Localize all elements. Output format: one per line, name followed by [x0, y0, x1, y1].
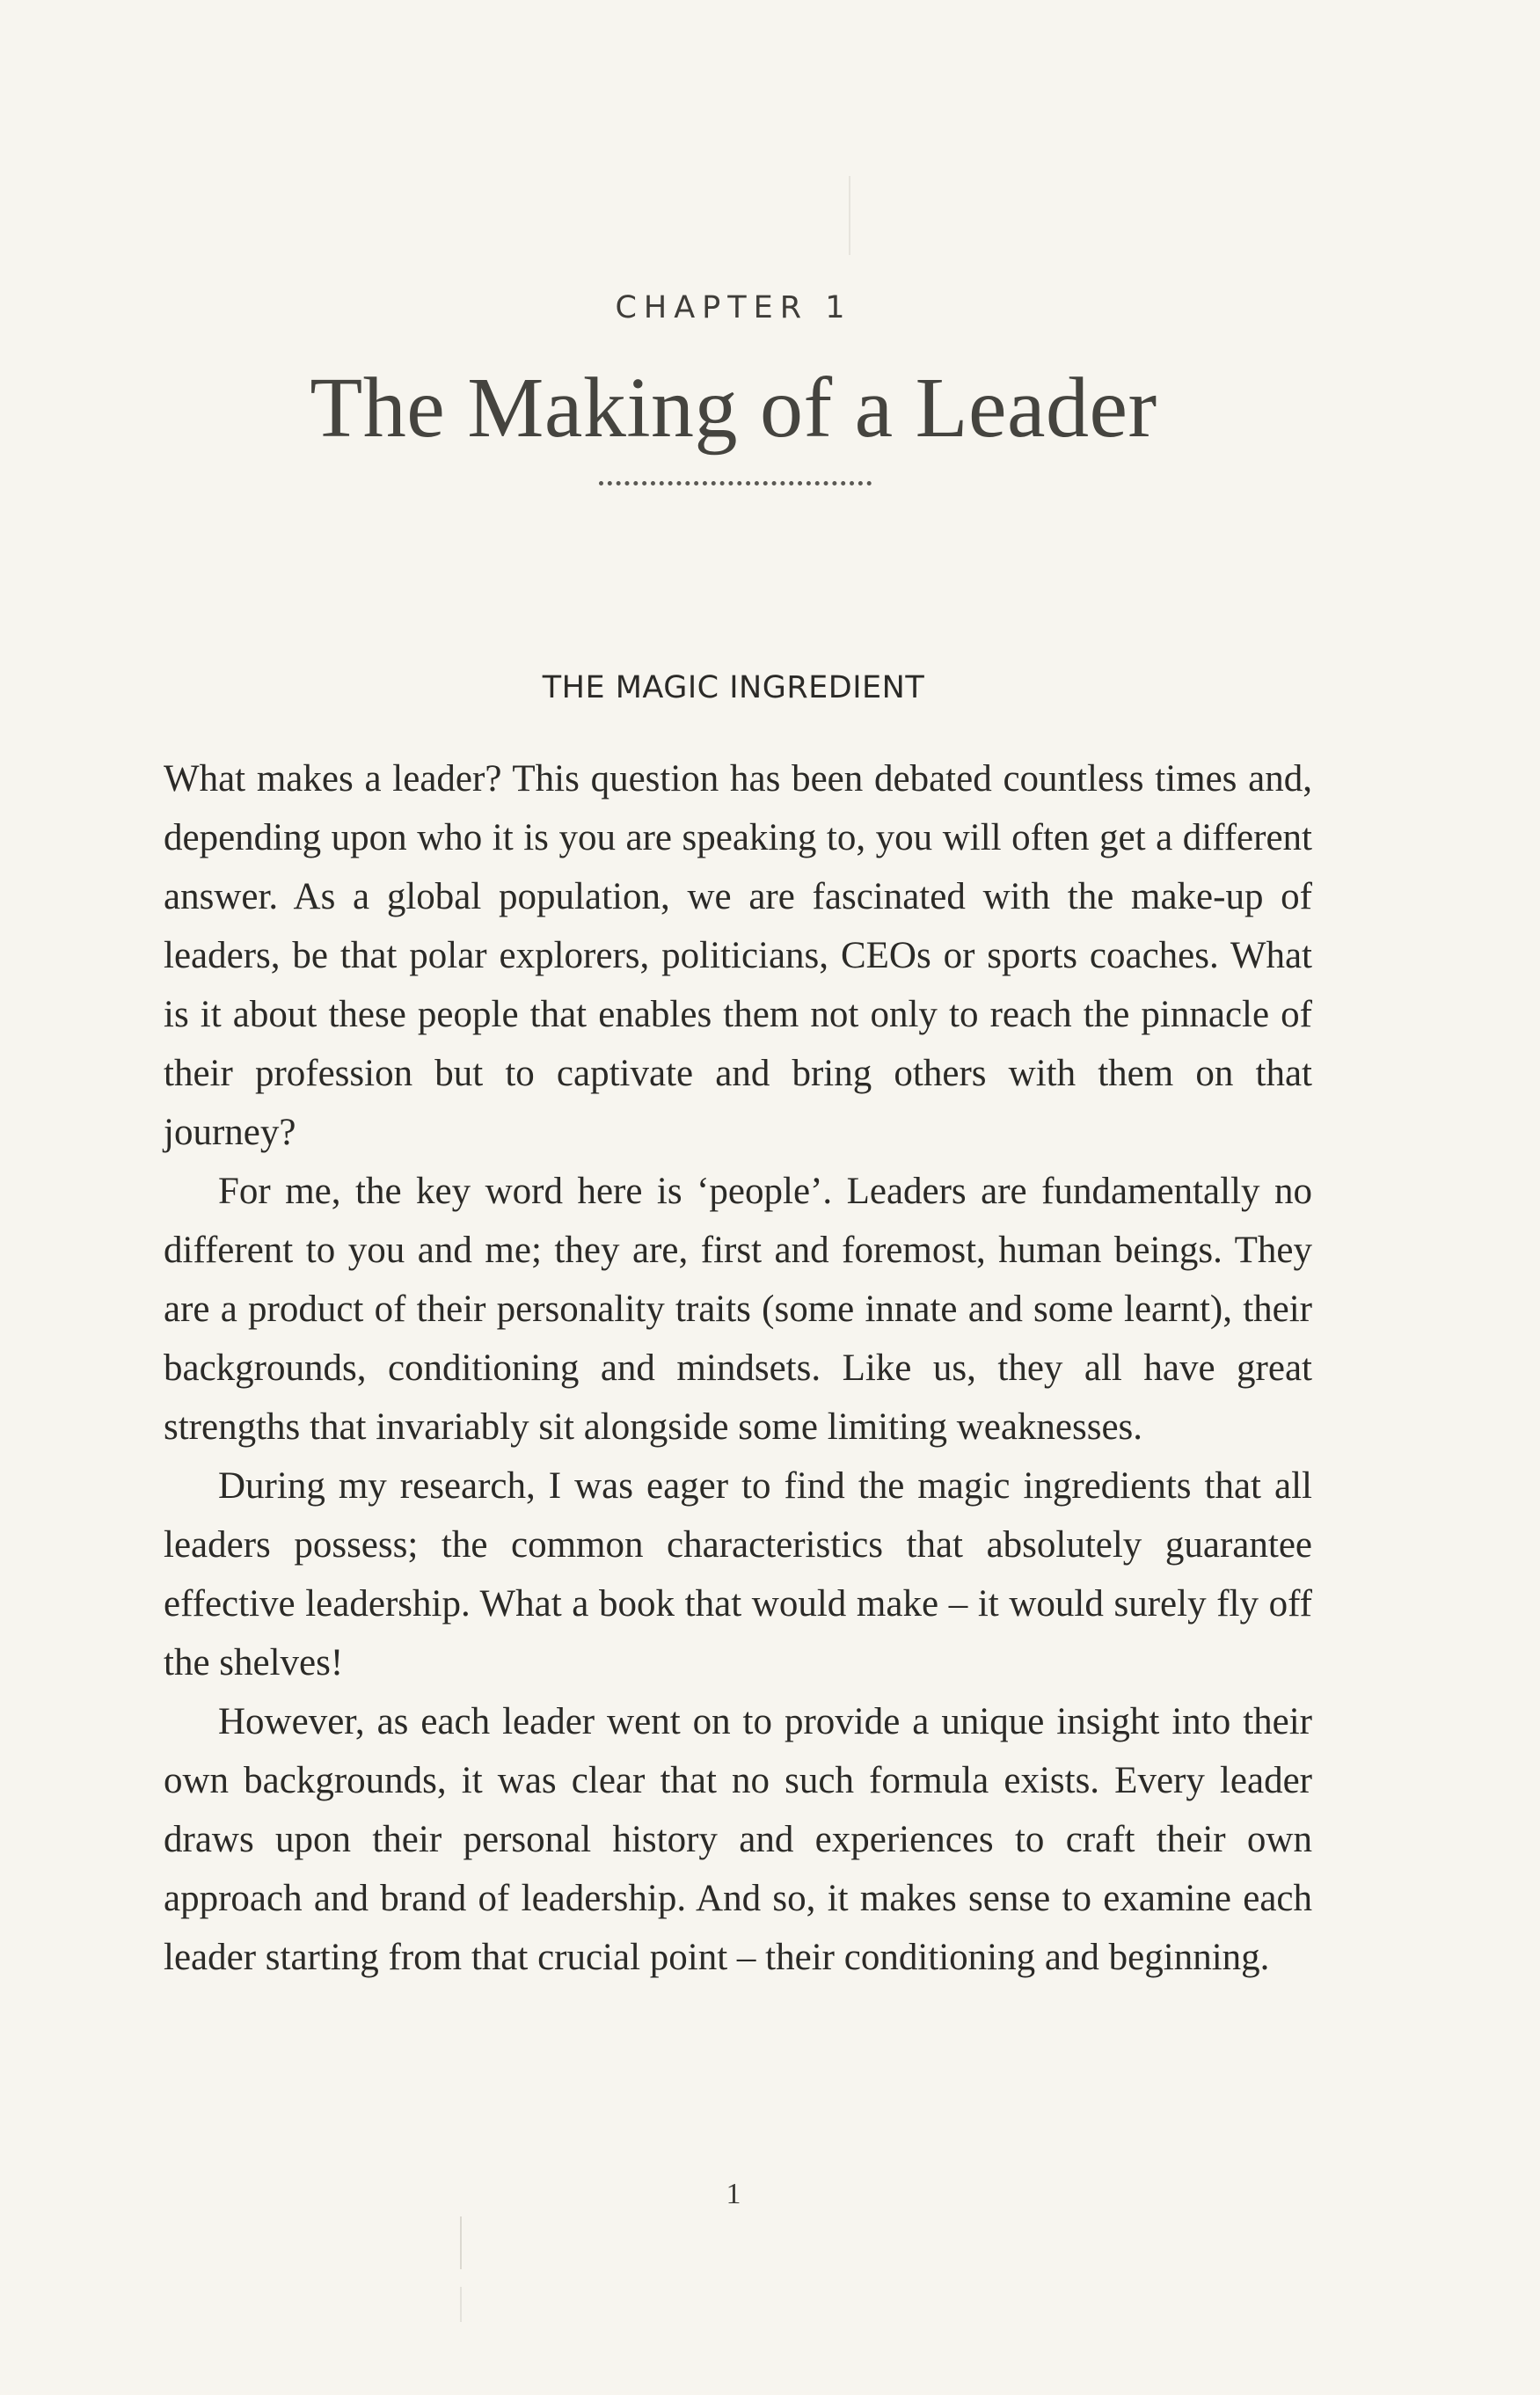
paragraph: What makes a leader? This question has been debated countless times and, depending upon who it is you are speaking to, you will often get a different answer. As a global population, we are fascinated with the make-up of leaders, be that polar explorers, politicians, CEOs or sports coaches. What is it about these people that enables them not only to reach the pinnacle of their profession but to captivate and bring others with them on that journey? [164, 758, 1312, 1153]
scan-artifact [849, 176, 850, 255]
scan-artifact [460, 2287, 462, 2322]
title-divider [599, 481, 872, 486]
scan-artifact [460, 2216, 462, 2269]
section-heading: THE MAGIC INGREDIENT [542, 670, 925, 705]
paragraph: However, as each leader went on to provide a unique insight into their own backgrounds, it was clear that no such formula exists. Every leader draws upon their personal history and experiences to craft their own approach and brand of leadership. And so, it makes sense to examine each leader starting from that crucial point – their conditioning and beginning. [164, 1701, 1312, 1978]
paragraph: During my research, I was eager to find the magic ingredients that all leaders possess; the common characteristics that absolutely guarantee effective leadership. What a book that would make – it would surely fly off the shelves! [164, 1465, 1312, 1683]
paragraph: For me, the key word here is ‘people’. Leaders are fundamentally no different to you and me; they are, first and foremost, human beings. They are a product of their personality traits (some innate and some learnt), their backgrounds, conditioning and mindsets. Like us, they all have great strengths that invariably sit alongside some limiting weaknesses. [164, 1171, 1312, 1448]
chapter-label: CHAPTER 1 [615, 290, 852, 325]
chapter-title: The Making of a Leader [310, 361, 1157, 456]
page-number: 1 [726, 2178, 741, 2210]
body-text [164, 749, 1312, 1987]
